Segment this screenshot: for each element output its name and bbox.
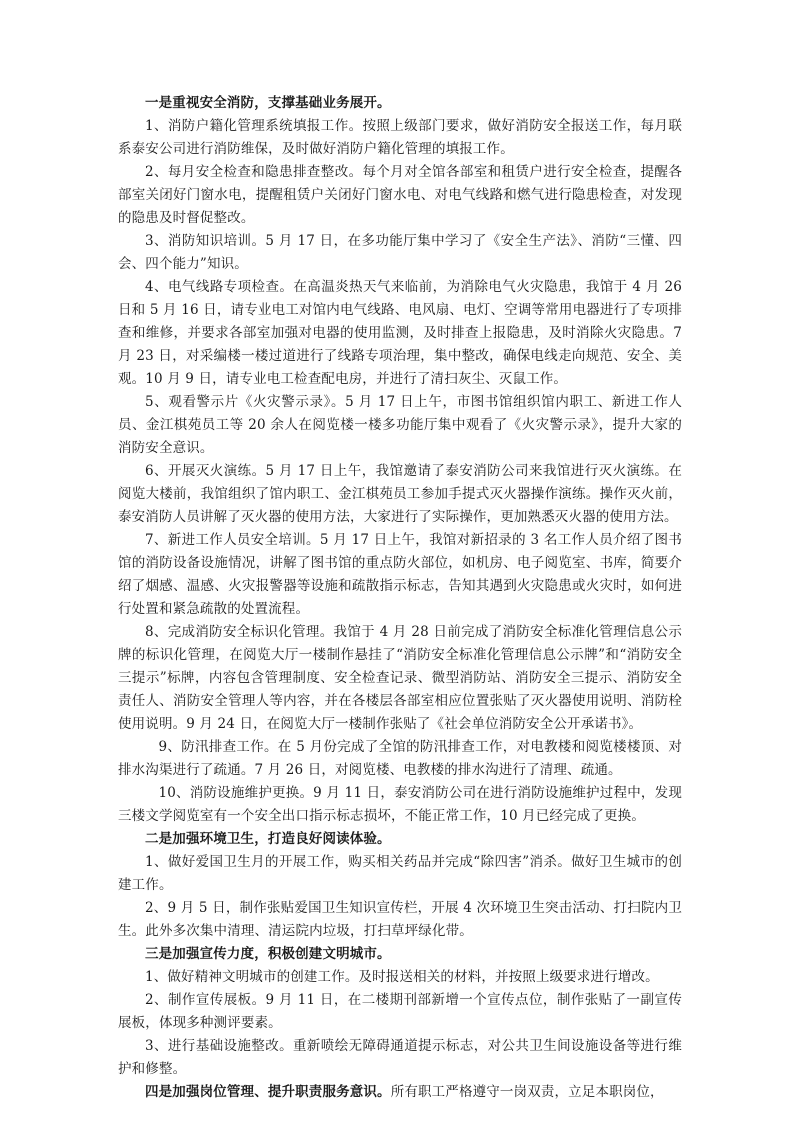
paragraph-4-text: 所有职工严格遵守一岗双责，立足本职岗位， — [390, 1084, 664, 1100]
paragraph-1-1: 1、消防户籍化管理系统填报工作。按照上级部门要求，做好消防安全报送工作，每月联系泰安公司进行消防维保，及时做好消防户籍化管理的填报工作。 — [118, 118, 682, 157]
paragraph-1-9: 9、防汛排查工作。在 5 月份完成了全馆的防汛排查工作，对电教楼和阅览楼楼顶、对排水沟渠进行了疏通。7 月 26 日，对阅览楼、电教楼的排水沟进行了清理、疏通。 — [118, 739, 682, 778]
document-body — [118, 92, 682, 1104]
section-heading-3: 三是加强宣传力度，积极创建文明城市。 — [145, 946, 391, 962]
section-heading-4: 四是加强岗位管理、提升职责服务意识。 — [145, 1084, 391, 1100]
paragraph-3-1: 1、做好精神文明城市的创建工作。及时报送相关的材料，并按照上级要求进行增改。 — [145, 969, 659, 985]
paragraph-1-8: 8、完成消防安全标识化管理。我馆于 4 月 28 日前完成了消防安全标准化管理信息公示牌的标识化管理，在阅览大厅一楼制作悬挂了“消防安全标准化管理信息公示牌”和“消防安全三提示”标牌，内容包含管理制度、安全检查记录、微型消防站、消防安全三提示、消防安全责任人、消防安全管理人等内容，并在各楼层各部室相应位置张贴了灭火器使用说明、消防栓使用说明。9 月 24 日，在阅览大厅一楼制作张贴了《社会单位消防安全公开承诺书》。 — [118, 624, 682, 732]
paragraph-1-10: 10、消防设施维护更换。9 月 11 日，泰安消防公司在进行消防设施维护过程中，发现三楼文学阅览室有一个安全出口指示标志损坏，不能正常工作，10 月已经完成了更换。 — [118, 785, 682, 824]
section-heading-1: 一是重视安全消防，支撑基础业务展开。 — [145, 95, 391, 111]
paragraph-3-2: 2、制作宣传展板。9 月 11 日，在二楼期刊部新增一个宣传点位，制作张贴了一副宣传展板，体现多种测评要素。 — [118, 992, 682, 1031]
paragraph-1-5: 5、观看警示片《火灾警示录》。5 月 17 日上午，市图书馆组织馆内职工、新进工作人员、金江棋苑员工等 20 余人在阅览楼一楼多功能厅集中观看了《火灾警示录》，提升大家的消防安全意识。 — [118, 394, 682, 456]
section-heading-2: 二是加强环境卫生，打造良好阅读体验。 — [145, 831, 391, 847]
paragraph-4 — [118, 1081, 682, 1104]
paragraph-1-4: 4、电气线路专项检查。在高温炎热天气来临前，为消除电气火灾隐患，我馆于 4 月 26 日和 5 月 16 日，请专业电工对馆内电气线路、电风扇、电灯、空调等常用电器进行了专项排查和维修，并要求各部室加强对电器的使用监测，及时排查上报隐患，及时消除火灾隐患。7 月 23 日，对采编楼一楼过道进行了线路专项治理，集中整改，确保电线走向规范、安全、美观。10 月 9 日，请专业电工检查配电房，并进行了清扫灰尘、灭鼠工作。 — [118, 279, 682, 387]
paragraph-1-2: 2、每月安全检查和隐患排查整改。每个月对全馆各部室和租赁户进行安全检查，提醒各部室关闭好门窗水电，提醒租赁户关闭好门窗水电、对电气线路和燃气进行隐患检查，对发现的隐患及时督促整改。 — [118, 164, 682, 226]
paragraph-2-1: 1、做好爱国卫生月的开展工作，购买相关药品并完成“除四害”消杀。做好卫生城市的创建工作。 — [118, 854, 682, 893]
paragraph-3-3: 3、进行基础设施整改。重新喷绘无障碍通道提示标志，对公共卫生间设施设备等进行维护和修整。 — [118, 1038, 682, 1077]
paragraph-1-7: 7、新进工作人员安全培训。5 月 17 日上午，我馆对新招录的 3 名工作人员介绍了图书馆的消防设备设施情况，讲解了图书馆的重点防火部位，如机房、电子阅览室、书库，简要介绍了烟感、温感、火灾报警器等设施和疏散指示标志，告知其遇到火灾隐患或火灾时，如何进行处置和紧急疏散的处置流程。 — [118, 532, 682, 617]
paragraph-2-2: 2、9 月 5 日，制作张贴爱国卫生知识宣传栏，开展 4 次环境卫生突击活动、打扫院内卫生。此外多次集中清理、清运院内垃圾，打扫草坪绿化带。 — [118, 900, 682, 939]
paragraph-1-6: 6、开展灭火演练。5 月 17 日上午，我馆邀请了泰安消防公司来我馆进行灭火演练。在阅览大楼前，我馆组织了馆内职工、金江棋苑员工参加手提式灭火器操作演练。操作灭火前，泰安消防人员讲解了灭火器的使用方法，大家进行了实际操作，更加熟悉灭火器的使用方法。 — [118, 463, 682, 525]
paragraph-1-3: 3、消防知识培训。5 月 17 日，在多功能厅集中学习了《安全生产法》、消防“三懂、四会、四个能力”知识。 — [118, 233, 682, 272]
